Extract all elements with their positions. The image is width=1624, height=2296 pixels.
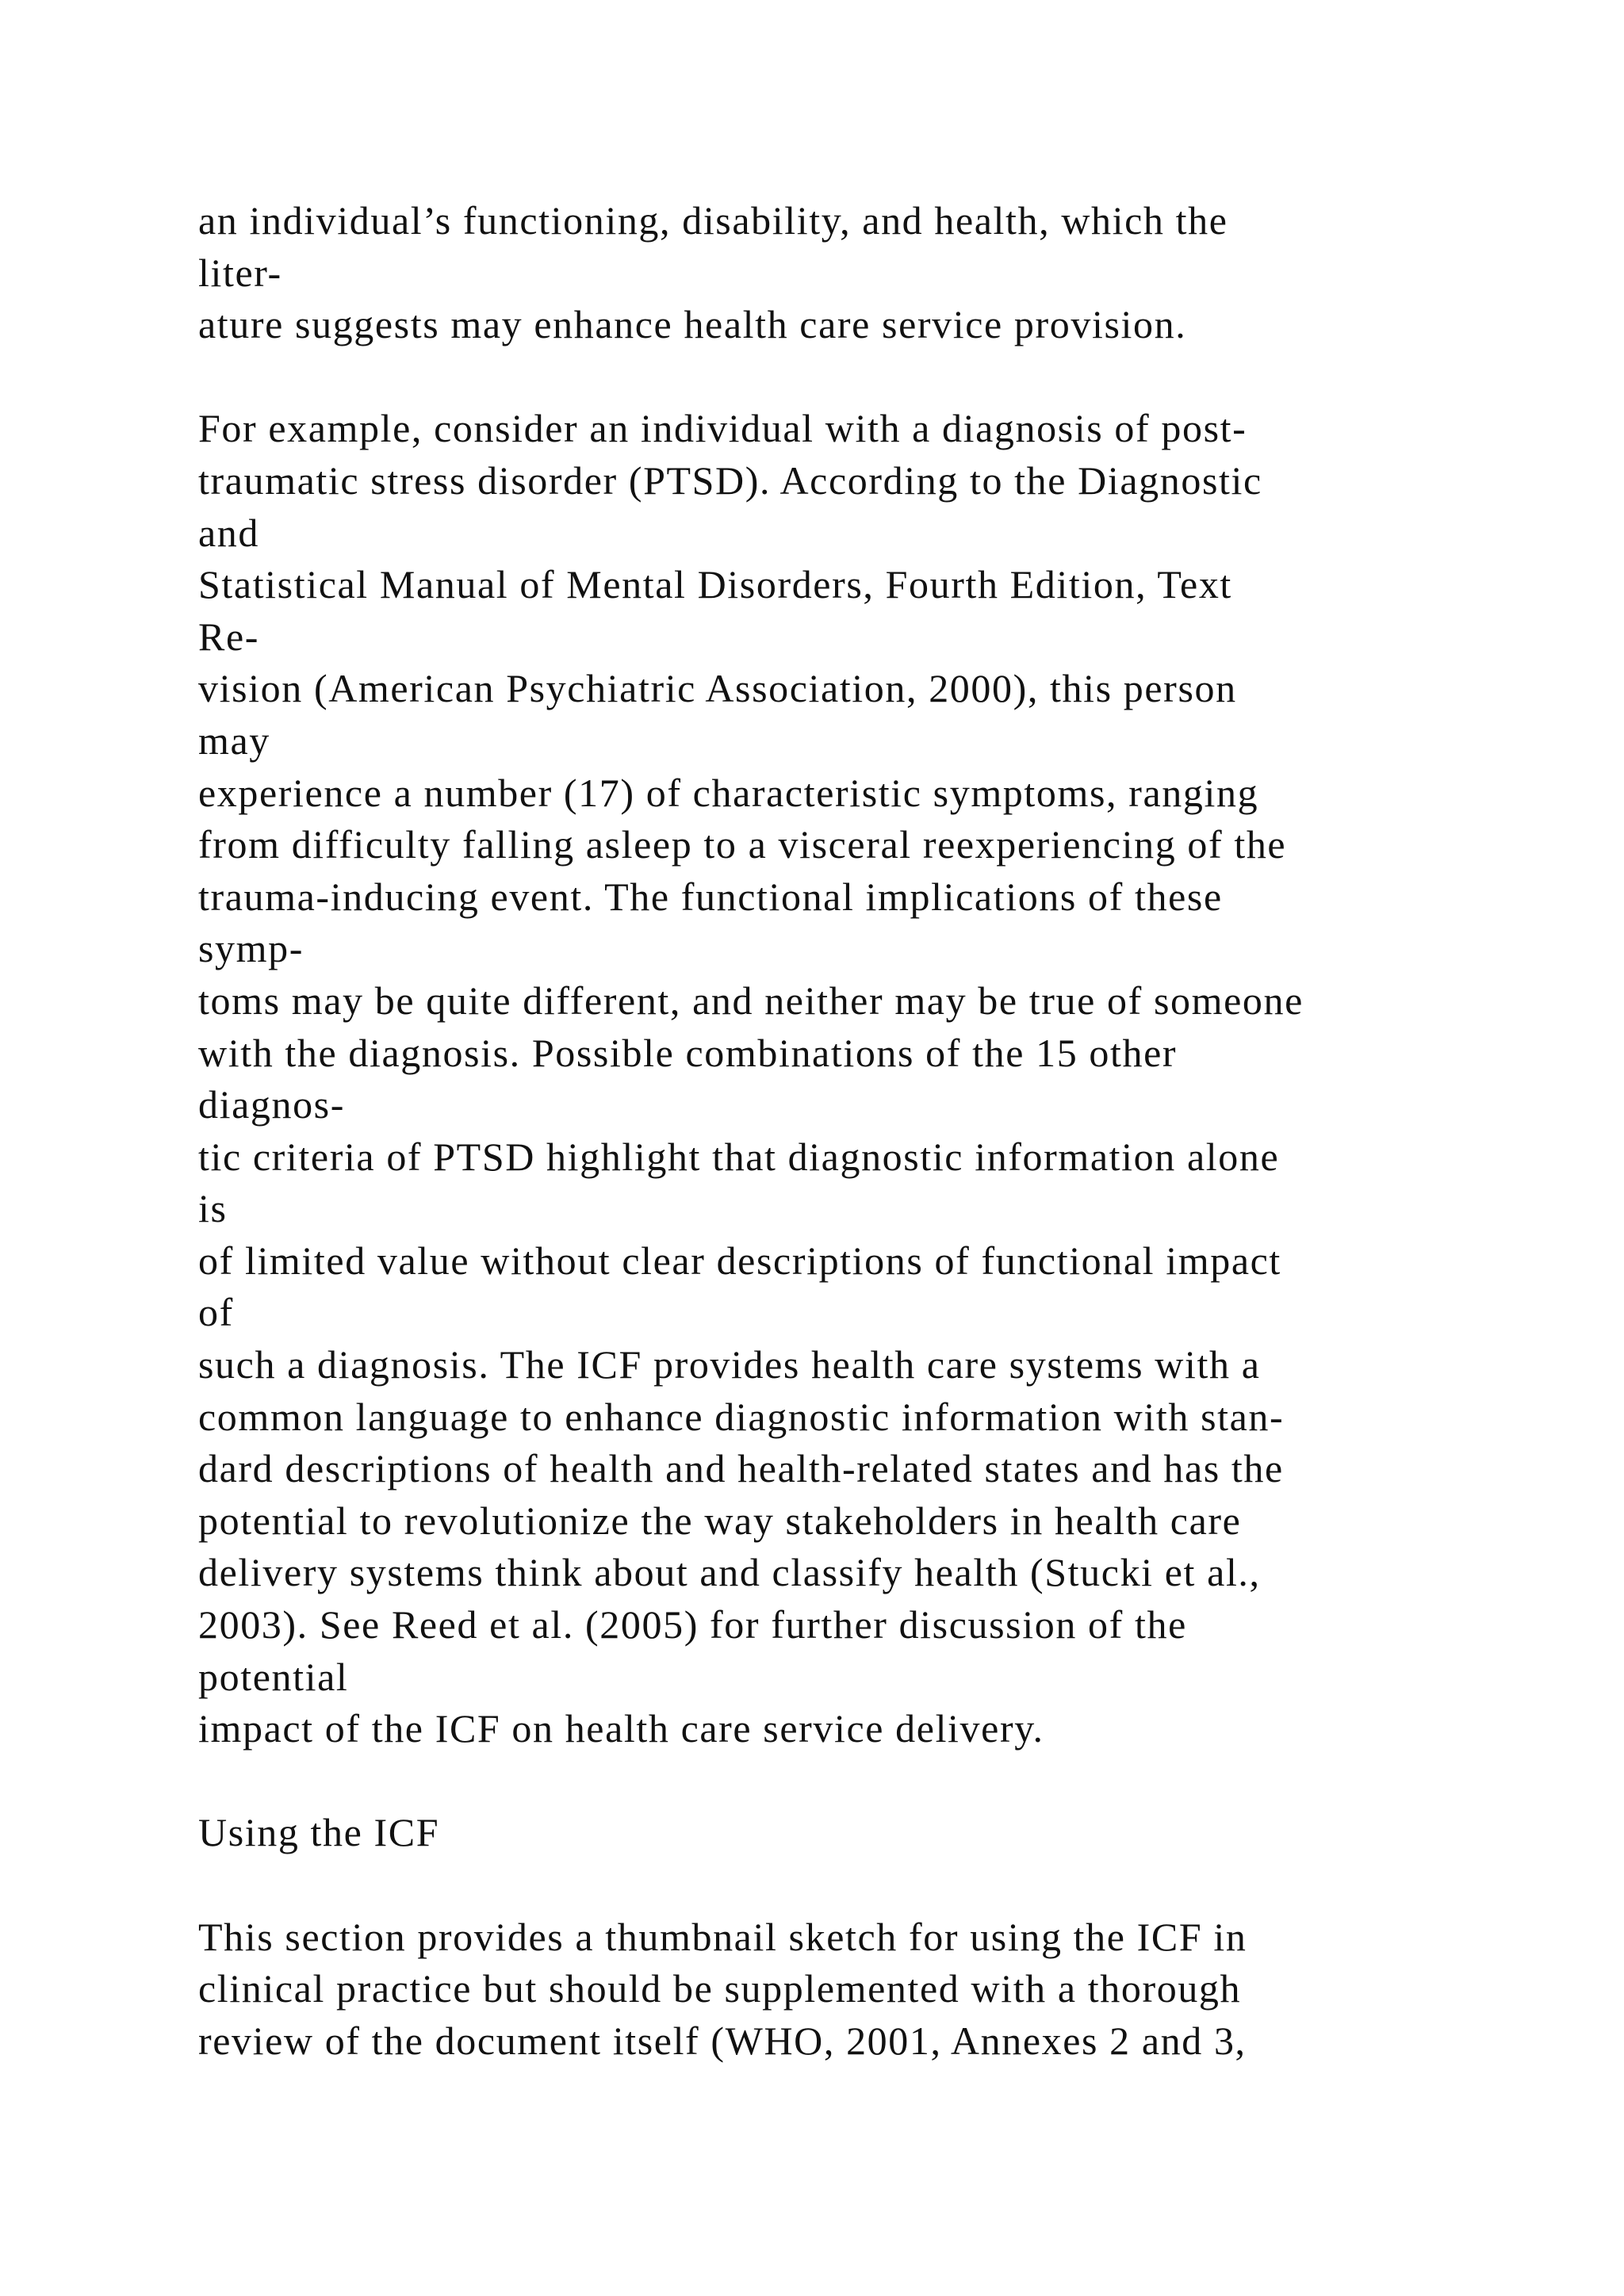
text-line: diagnos- [198, 1082, 345, 1127]
text-line: Re- [198, 614, 259, 659]
text-line: such a diagnosis. The ICF provides health care systems with a [198, 1342, 1261, 1387]
paragraph-gap [198, 351, 1562, 404]
heading-line: Using the ICF [198, 1810, 440, 1855]
text-line: traumatic stress disorder (PTSD). According to the Diagnostic [198, 457, 1262, 503]
text-line: symp- [198, 926, 304, 971]
text-line: Statistical Manual of Mental Disorders, Fourth Edition, Text [198, 562, 1232, 607]
text-line: potential [198, 1654, 349, 1699]
text-line: and [198, 510, 259, 555]
body-text [198, 195, 1562, 2067]
text-line: toms may be quite different, and neither may be true of someone [198, 978, 1304, 1023]
text-line: vision (American Psychiatric Association, 2000), this person [198, 666, 1237, 711]
text-line: 2003). See Reed et al. (2005) for further discussion of the [198, 1602, 1187, 1647]
text-line: tic criteria of PTSD highlight that diagnostic information alone [198, 1134, 1280, 1179]
text-line: of [198, 1290, 234, 1335]
text-line: common language to enhance diagnostic information with stan- [198, 1394, 1285, 1439]
text-line: is [198, 1186, 228, 1231]
text-line: This section provides a thumbnail sketch for using the ICF in [198, 1914, 1247, 1959]
text-line: ature suggests may enhance health care service provision. [198, 302, 1187, 347]
text-line: from difficulty falling asleep to a visceral reexperiencing of the [198, 822, 1287, 867]
text-line: an individual’s functioning, disability, and health, which the [198, 198, 1228, 243]
section-heading [198, 1807, 1562, 1859]
paragraph-gap [198, 1859, 1562, 1911]
text-line: review of the document itself (WHO, 2001, Annexes 2 and 3, [198, 2018, 1247, 2063]
text-line: impact of the ICF on health care service delivery. [198, 1706, 1044, 1751]
text-line: liter- [198, 250, 282, 295]
text-line: experience a number (17) of characteristic symptoms, ranging [198, 770, 1259, 815]
text-line: may [198, 718, 270, 763]
text-line: dard descriptions of health and health-related states and has the [198, 1446, 1284, 1491]
text-line: clinical practice but should be supplemented with a thorough [198, 1966, 1242, 2011]
paragraph-gap [198, 1755, 1562, 1808]
text-line: trauma-inducing event. The functional implications of these [198, 874, 1223, 919]
text-line: of limited value without clear descriptions of functional impact [198, 1238, 1281, 1283]
paragraph-3 [198, 1911, 1562, 2068]
paragraph-1 [198, 195, 1562, 351]
text-line: potential to revolutionize the way stakeholders in health care [198, 1498, 1242, 1543]
text-line: with the diagnosis. Possible combinations of the 15 other [198, 1030, 1178, 1075]
text-line: delivery systems think about and classify health (Stucki et al., [198, 1550, 1261, 1595]
text-line: For example, consider an individual with a diagnosis of post- [198, 406, 1247, 451]
paragraph-2 [198, 403, 1562, 1755]
